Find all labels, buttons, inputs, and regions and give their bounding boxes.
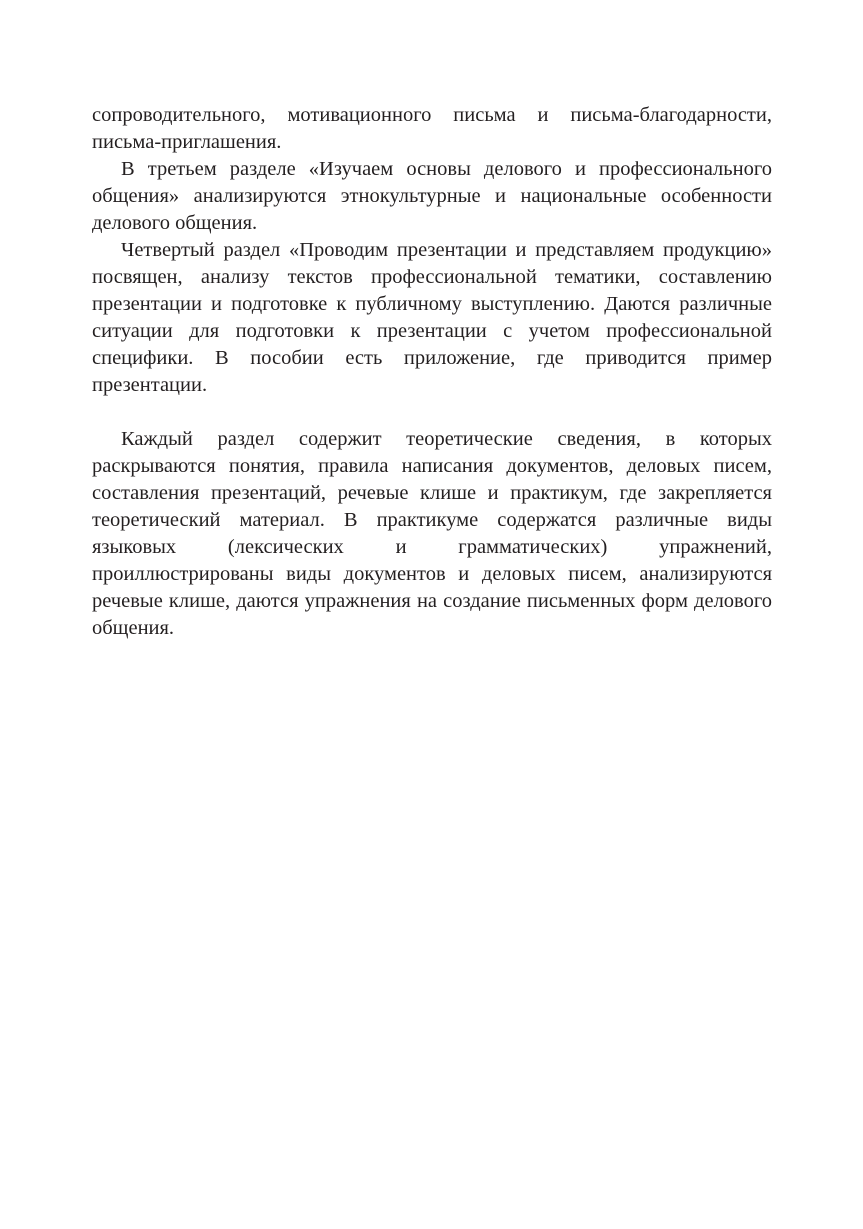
paragraph-continuation: сопроводительного, мотивационного письма и письма-благодарности, письма-приглашения. (92, 104, 772, 153)
paragraph-section-three: В третьем разделе «Изучаем основы делового и профессионального общения» анализируются этнокультурные и национальные особенности делового общения. (92, 158, 772, 234)
paragraph-section-four: Четвертый раздел «Проводим презентации и представляем продукцию» посвящен, анализу текстов профессиональной тематики, составлению презентации и подготовке к публичному выступлению. Даются различные ситуации для подготовки к презентации с учетом профессиональной специфики. В пособии есть приложение, где приводится пример презентации. (92, 239, 772, 396)
body-text (92, 102, 772, 642)
paragraph-section-structure: Каждый раздел содержит теоретические сведения, в которых раскрываются понятия, правила написания документов, деловых писем, составления презентаций, речевые клише и практикум, где закрепляется теоретический материал. В практикуме содержатся различные виды языковых (лексических и грамматических) упражнений, проиллюстрированы виды документов и деловых писем, анализируются речевые клише, даются упражнения на создание письменных форм делового общения. (92, 428, 772, 639)
